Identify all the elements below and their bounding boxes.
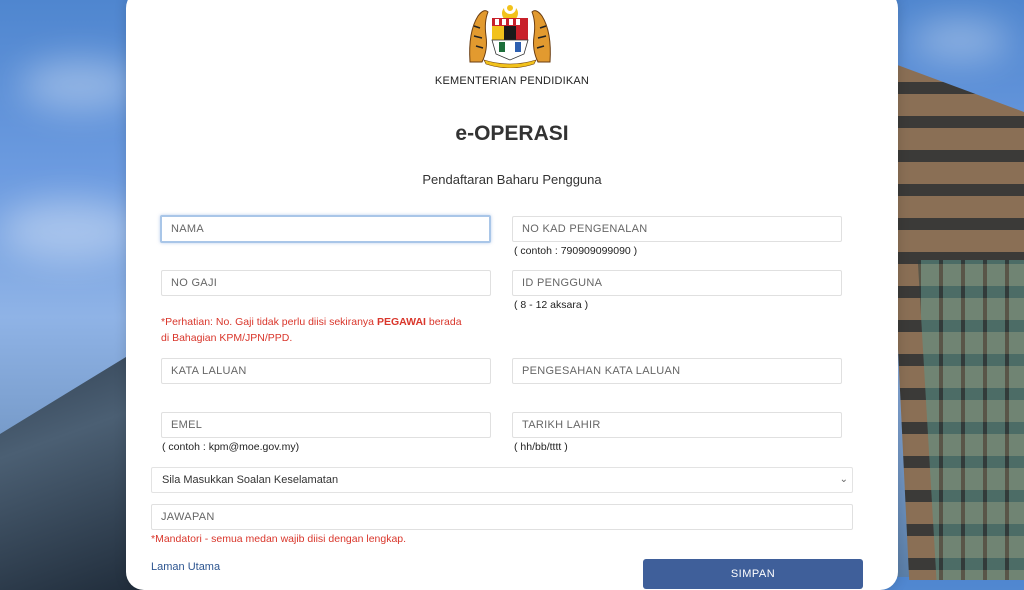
ic-number-input[interactable] xyxy=(512,216,842,242)
answer-input[interactable] xyxy=(151,504,853,530)
user-id-input[interactable] xyxy=(512,270,842,296)
chevron-down-icon: ⌄ xyxy=(839,474,848,485)
birthdate-input[interactable] xyxy=(512,412,842,438)
birthdate-hint: ( hh/bb/tttt ) xyxy=(514,441,568,453)
user-id-hint: ( 8 - 12 aksara ) xyxy=(514,299,589,311)
salary-note: *Perhatian: No. Gaji tidak perlu diisi sekiranya PEGAWAI berada di Bahagian KPM/JPN/PPD. xyxy=(161,316,462,344)
password-input[interactable] xyxy=(161,358,491,384)
confirm-password-input[interactable] xyxy=(512,358,842,384)
ic-number-hint: ( contoh : 790909099090 ) xyxy=(514,245,638,257)
form-subtitle: Pendaftaran Baharu Pengguna xyxy=(422,172,602,187)
ministry-name: KEMENTERIAN PENDIDIKAN xyxy=(434,75,590,87)
security-question-select[interactable] xyxy=(151,467,853,493)
nama-input[interactable] xyxy=(160,215,491,243)
page-title: e-OPERASI xyxy=(455,122,569,145)
security-question-selected: Sila Masukkan Soalan Keselamatan xyxy=(162,474,339,486)
malaysia-coat-of-arms-icon xyxy=(466,2,554,68)
email-hint: ( contoh : kpm@moe.gov.my) xyxy=(162,441,300,453)
home-link[interactable]: Laman Utama xyxy=(151,561,221,573)
save-button[interactable]: SIMPAN xyxy=(643,559,863,589)
mandatory-note: *Mandatori - semua medan wajib diisi dengan lengkap. xyxy=(151,533,407,545)
salary-number-input[interactable] xyxy=(161,270,491,296)
email-input[interactable] xyxy=(161,412,491,438)
